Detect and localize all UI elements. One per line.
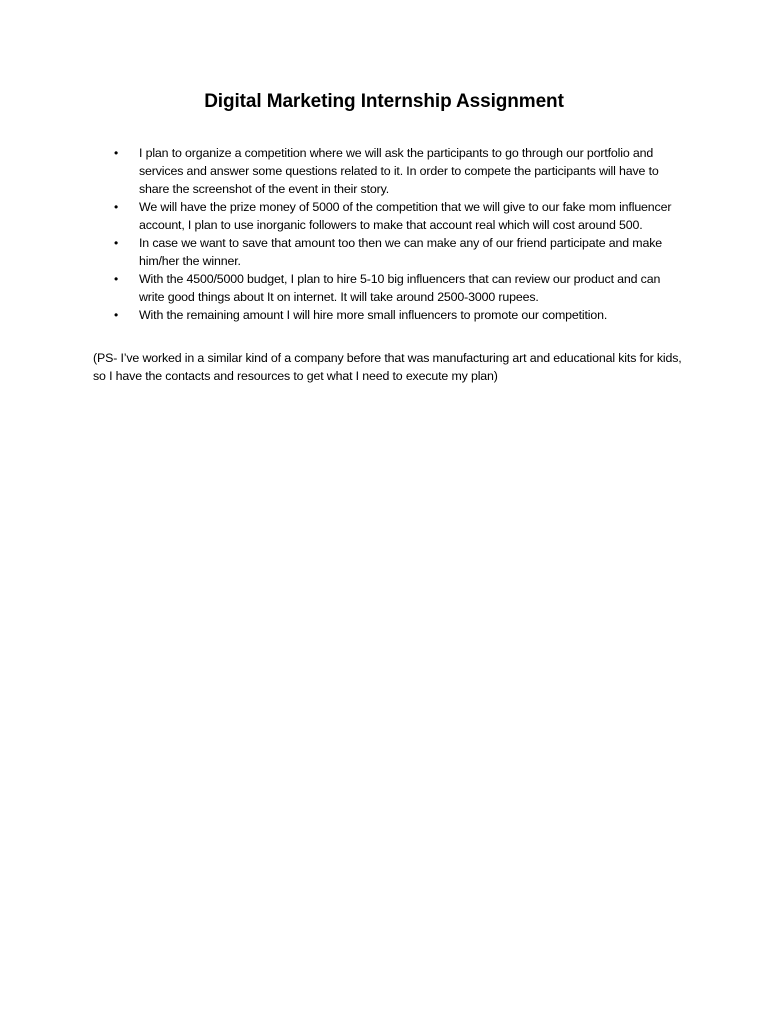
list-item [110, 306, 685, 324]
list-item [110, 144, 685, 198]
bullet-icon: • [114, 272, 119, 286]
bullet-text: We will have the prize money of 5000 of the competition that we will give to our fake mom influencer account, I plan to use inorganic followers to make that account real which will cost around 500. [139, 200, 672, 232]
bullet-text: In case we want to save that amount too then we can make any of our friend participate and make him/her the winner. [139, 236, 662, 268]
bullet-icon: • [114, 308, 119, 322]
list-item [110, 270, 685, 306]
bullet-icon: • [114, 146, 119, 160]
bullet-icon: • [114, 200, 119, 214]
document-title: Digital Marketing Internship Assignment [204, 91, 564, 112]
bullet-text: With the remaining amount I will hire more small influencers to promote our competition. [139, 308, 608, 322]
bullet-text: With the 4500/5000 budget, I plan to hire 5-10 big influencers that can review our product and can write good things about It on internet. It will take around 2500-3000 rupees. [139, 272, 661, 304]
bullet-list [110, 144, 685, 324]
postscript-note: (PS- I’ve worked in a similar kind of a company before that was manufacturing art and educational kits for kids, so I have the contacts and resources to get what I need to execute my plan) [93, 351, 682, 383]
bullet-text: I plan to organize a competition where we will ask the participants to go through our portfolio and services and answer some questions related to it. In order to compete the participants will have to share the screenshot of the event in their story. [139, 146, 659, 196]
list-item [110, 198, 685, 234]
list-item [110, 234, 685, 270]
bullet-icon: • [114, 236, 119, 250]
